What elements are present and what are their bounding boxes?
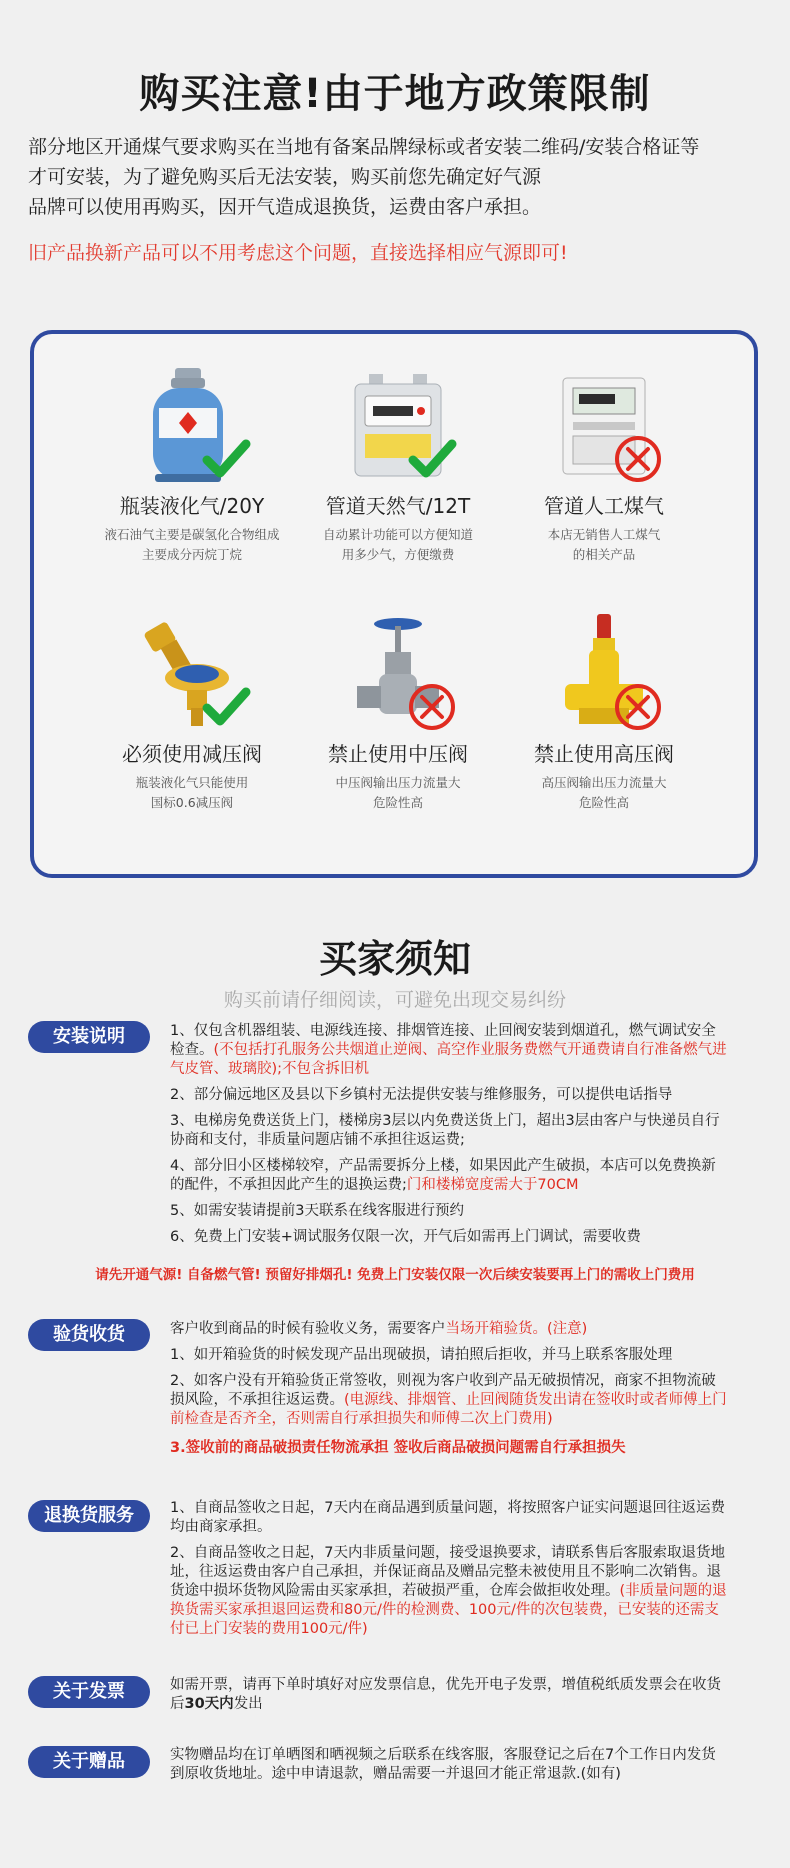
install-item: 2、部分偏远地区及县以下乡镇村无法提供安装与维修服务，可以提供电话指导: [170, 1087, 673, 1103]
inspect-text: [170, 1320, 730, 1465]
high-valve-image: [539, 612, 669, 732]
returns-item: 1、自商品签收之日起，7天内在商品遇到质量问题，将按照客户证实问题退回往返运费均由商家承担。: [170, 1500, 725, 1535]
install-text: [170, 1022, 730, 1254]
desc-line: 主要成分丙烷丁烷: [141, 547, 242, 562]
text-span: 2、自商品签收之日起，7天内非质量问题，接受退换要求，请联系售后客服索取退货地址，往返运费由客户自己承担，并保证商品及赠品完整未被使用且不影响二次销售。退货途中损坏货物风险需由买家承担，若破损严重，仓库会做拒收处理。: [170, 1545, 725, 1599]
desc-line: 高压阀输出压力流量大: [541, 775, 667, 790]
install-item: 6、免费上门安装+调试服务仅限一次，开气后如需再上门调试，需要收费: [170, 1229, 641, 1245]
install-warning-banner: 请先开通气源! 自备燃气管! 预留好排烟孔! 免费上门安装仅限一次后续安装要再上门的需收上门费用: [95, 1267, 695, 1283]
gas-item-high-valve: [484, 612, 724, 813]
cross-icon: [613, 682, 663, 732]
gas-item-name: 瓶装液化气/20Y: [119, 494, 265, 518]
notice-red-note: 旧产品换新产品可以不用考虑这个问题，直接选择相应气源即可!: [28, 242, 568, 264]
intro-line: 才可安装，为了避免购买后无法安装，购买前您先确定好气源: [28, 166, 542, 188]
text-span: 发出: [233, 1696, 263, 1712]
inspect-item: [170, 1320, 730, 1339]
lpg-cylinder-image: [127, 364, 257, 484]
gas-item-medium-valve: [278, 612, 518, 813]
gas-item-name: 管道人工煤气: [544, 494, 664, 518]
check-icon: [201, 434, 251, 484]
desc-line: 自动累计功能可以方便知道: [322, 527, 473, 542]
gas-item-lpg: [72, 364, 312, 565]
gift-text: [170, 1746, 730, 1791]
intro-line: 品牌可以使用再购买，因开气造成退换货，运费由客户承担。: [28, 196, 542, 218]
text-span: 如需开票，请再下单时填好对应发票信息，优先开电子发票，增值税纸质发票会在收货后: [170, 1677, 721, 1712]
returns-text: [170, 1499, 730, 1646]
invoice-text: [170, 1676, 730, 1721]
desc-line: 液石油气主要是碳氢化合物组成: [104, 527, 280, 542]
electric-meter-image: [539, 364, 669, 484]
gas-item-name: 管道天然气/12T: [325, 494, 471, 518]
desc-line: 本店无销售人工煤气: [547, 527, 661, 542]
install-item: 5、如需安装请提前3天联系在线客服进行预约: [170, 1203, 464, 1219]
gas-type-panel: [30, 330, 758, 878]
check-icon: [201, 682, 251, 732]
gas-item-name: 禁止使用高压阀: [534, 742, 674, 766]
cross-icon: [407, 682, 457, 732]
cross-icon: [613, 434, 663, 484]
text-span: 1、仅包含机器组装、电源线连接、排烟管连接、止回阀安装到烟道孔，燃气调试安全检查。: [170, 1023, 716, 1058]
desc-line: 中压阀输出压力流量大: [335, 775, 461, 790]
returns-item: [170, 1544, 730, 1639]
install-item: 3、电梯房免费送货上门，楼梯房3层以内免费送货上门，超出3层由客户与快递员自行协商和支付，非质量问题店铺不承担往返运费;: [170, 1113, 720, 1148]
returns-label: 退换货服务: [28, 1500, 150, 1532]
medium-valve-image: [333, 612, 463, 732]
text-span-red: 门和楼梯宽度需大于70CM: [406, 1177, 579, 1193]
text-span: 客户收到商品的时候有验收义务，需要客户: [170, 1321, 446, 1337]
desc-line: 危险性高: [578, 795, 629, 810]
desc-line: 的相关产品: [572, 547, 636, 562]
text-span-red: (不包括打孔服务公共烟道止逆阀、高空作业服务费燃气开通费请自行准备燃气进气皮管、玻璃胶);不包含拆旧机: [170, 1042, 727, 1077]
gas-item-name: 禁止使用中压阀: [328, 742, 468, 766]
gas-item-desc: [484, 525, 724, 565]
buyer-notice-title: 买家须知: [318, 937, 471, 981]
gas-item-desc: [484, 773, 724, 813]
text-span-red: (电源线、排烟管、止回阀随货发出请在签收时或者师傅上门前检查是否齐全，否则需自行承担损失和师傅二次上门费用): [170, 1392, 727, 1427]
gas-item-artificial-gas: [484, 364, 724, 565]
check-icon: [407, 434, 457, 484]
text-span: 4、部分旧小区楼梯较窄，产品需要拆分上楼，如果因此产生破损，本店可以免费换新的配件，不承担因此产生的退换运费;: [170, 1158, 716, 1193]
notice-intro: [28, 132, 768, 222]
gift-label: 关于赠品: [28, 1746, 150, 1778]
intro-line: 部分地区开通煤气要求购买在当地有备案品牌绿标或者安装二维码/安装合格证等: [28, 136, 700, 158]
desc-line: 瓶装液化气只能使用: [135, 775, 249, 790]
gas-item-desc: [278, 773, 518, 813]
desc-line: 危险性高: [372, 795, 423, 810]
install-item: [170, 1157, 730, 1195]
text-span: 2、如客户没有开箱验货正常签收，则视为客户收到产品无破损情况，商家不担物流破损风险，不承担往返运费。: [170, 1373, 716, 1408]
gas-meter-image: [333, 364, 463, 484]
pressure-reducer-image: [127, 612, 257, 732]
notice-title: 购买注意!由于地方政策限制: [139, 71, 651, 117]
gift-item: 实物赠品均在订单晒图和晒视频之后联系在线客服，客服登记之后在7个工作日内发货到原收货地址。途中申请退款，赠品需要一并退回才能正常退款.(如有): [170, 1747, 716, 1782]
install-item: [170, 1022, 730, 1079]
install-label: 安装说明: [28, 1021, 150, 1053]
gas-item-reducer: [72, 612, 312, 813]
gas-item-desc: [72, 773, 312, 813]
gas-item-natural-gas: [278, 364, 518, 565]
text-span-red: 当场开箱验货。(注意): [445, 1321, 588, 1337]
desc-line: 用多少气，方便缴费: [341, 547, 455, 562]
inspect-item: 3.签收前的商品破损责任物流承担 签收后商品破损问题需自行承担损失: [170, 1440, 626, 1456]
desc-line: 国标0.6减压阀: [150, 795, 234, 810]
text-span-bold: 30天内: [184, 1696, 234, 1712]
invoice-label: 关于发票: [28, 1676, 150, 1708]
buyer-notice-subtitle: 购买前请仔细阅读，可避免出现交易纠纷: [223, 989, 566, 1011]
inspect-item: 1、如开箱验货的时候发现产品出现破损，请拍照后拒收，并马上联系客服处理: [170, 1347, 673, 1363]
invoice-item: [170, 1676, 730, 1714]
inspect-item: [170, 1372, 730, 1429]
gas-item-desc: [72, 525, 312, 565]
gas-item-name: 必须使用减压阀: [122, 742, 262, 766]
text-span-red: (非质量问题的退换货需买家承担退回运费和80元/件的检测费、100元/件的次包装费，已安装的还需支付已上门安装的费用100元/件): [170, 1583, 727, 1637]
inspect-label: 验货收货: [28, 1319, 150, 1351]
gas-item-desc: [278, 525, 518, 565]
